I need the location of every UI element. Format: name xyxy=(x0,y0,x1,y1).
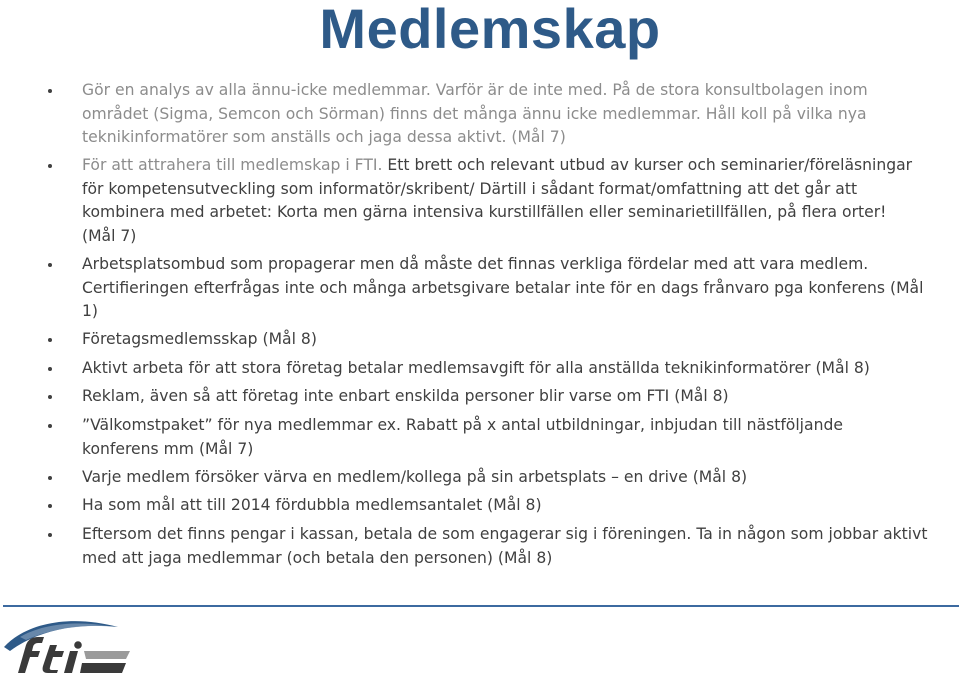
footer-divider xyxy=(3,605,959,607)
bullet-line: Ha som mål att till 2014 fördubbla medlemsantalet (Mål 8) xyxy=(82,496,542,514)
bullet-dot xyxy=(48,89,52,93)
bullet-dot xyxy=(48,395,52,399)
bullet-dot xyxy=(48,504,52,508)
bullet-line: med att jaga medlemmar (och betala den personen) (Mål 8) xyxy=(82,548,553,567)
bullet-line xyxy=(82,154,948,178)
bullet-item xyxy=(82,154,948,248)
bullet-dot xyxy=(48,476,52,480)
bullet-dot xyxy=(48,533,52,537)
bullet-line: området (Sigma, Semcon och Sörman) finns det många ännu icke medlemmar. Håll koll på vilka nya xyxy=(82,104,867,123)
bullet-item xyxy=(82,523,948,570)
bullet-line: Reklam, även så att företag inte enbart enskilda personer blir varse om FTI (Mål 8) xyxy=(82,387,729,405)
bullet-line: Certifieringen efterfrågas inte och många arbetsgivare betalar inte för en dags frånvaro pga konferens (Mål xyxy=(82,278,924,297)
bullet-item xyxy=(82,385,948,409)
bullet-dot xyxy=(48,263,52,267)
bullet-line: 1) xyxy=(82,302,99,320)
bullet-line: för kompetensutveckling som informatör/skribent/ Därtill i sådant format/omfattning att det går att xyxy=(82,179,858,198)
bullet-dot xyxy=(48,164,52,168)
bullet-line: kombinera med arbetet: Korta men gärna intensiva kurstillfällen eller seminarietillfällen, på flera orter! xyxy=(82,203,887,221)
bullet-item xyxy=(82,494,948,518)
bullet-dot xyxy=(48,367,52,371)
bullet-line: teknikinformatörer som anställs och jaga dessa aktivt. (Mål 7) xyxy=(82,128,566,146)
bullet-item xyxy=(82,466,948,490)
bullet-line: Aktivt arbeta för att stora företag betalar medlemsavgift för alla anställda teknikinformatörer (Mål 8) xyxy=(82,359,870,377)
bullet-line: Eftersom det finns pengar i kassan, betala de som engagerar sig i föreningen. Ta in någon som jobbar aktivt xyxy=(82,525,928,543)
bullet-dot xyxy=(48,338,52,342)
bullet-line: ”Välkomstpaket” för nya medlemmar ex. Rabatt på x antal utbildningar, inbjudan till nästföljande xyxy=(82,416,843,434)
bullet-line: Varje medlem försöker värva en medlem/kollega på sin arbetsplats – en drive (Mål 8) xyxy=(82,468,748,486)
bullet-item xyxy=(82,357,948,381)
bullet-item xyxy=(82,414,948,461)
bullet-item xyxy=(82,79,948,150)
slide-title: Medlemskap xyxy=(319,0,661,60)
fti-logo xyxy=(0,607,140,674)
bullet-line: Företagsmedlemsskap (Mål 8) xyxy=(82,330,317,348)
bullet-line: (Mål 7) xyxy=(82,226,137,245)
bullet-dot xyxy=(48,424,52,428)
bullet-item xyxy=(82,328,948,352)
bullet-lead-text: För att attrahera till medlemskap i FTI. xyxy=(82,156,383,174)
bullet-line-text: Ett brett och relevant utbud av kurser och seminarier/föreläsningar xyxy=(382,156,913,174)
bullet-line: Gör en analys av alla ännu-icke medlemmar. Varför är de inte med. På de stora konsultbolagen inom xyxy=(82,81,868,99)
bullet-line: Arbetsplatsombud som propagerar men då måste det finnas verkliga fördelar med att vara medlem. xyxy=(82,255,869,273)
bullet-item xyxy=(82,253,948,324)
bullet-line: konferens mm (Mål 7) xyxy=(82,439,254,458)
logo-letters-icon xyxy=(18,637,130,673)
